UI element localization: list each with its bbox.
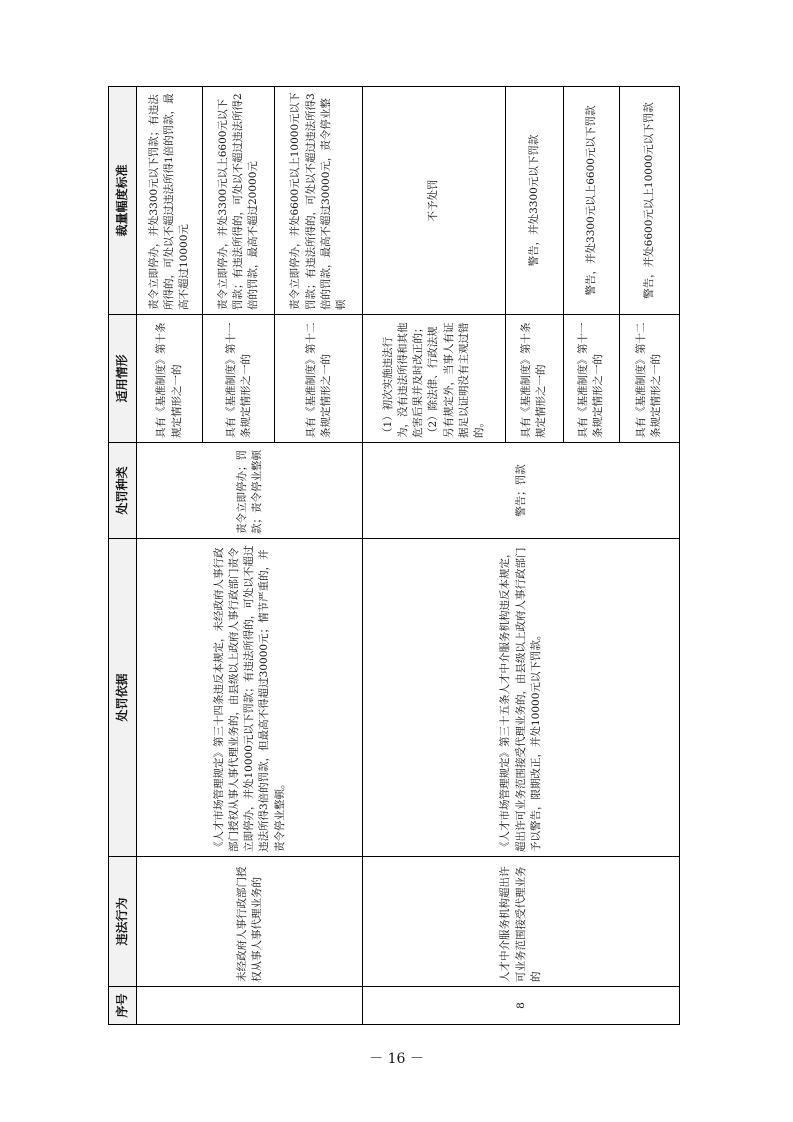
page-number: － 16 － (369, 1051, 424, 1067)
row1-basis: 《人才市场管理规定》第三十四条违反本规定，未经政府人事行政部门授权从事人事代理业务的，由县级以上政府人事行政部门责令立即停办，并处10000元以下罚款；有违法所得的，可处以不超过违法所得3倍的罚款，但最高不得超过30000元；情节严重的，并责令停业整顿。 (137, 539, 363, 857)
row2-basis: 《人才市场管理规定》第三十五条人才中介服务机构违反本规定，超出许可业务范围接受代理业务的，由县级以上政府人事行政部门予以警告，限期改正，并处10000元以下罚款。 (363, 539, 680, 857)
row1-seq (137, 987, 363, 1025)
row1-situation-1: 具有《基准制度》第十条规定情形之一的 (137, 315, 203, 443)
header-situation: 适用情形 (109, 315, 137, 443)
row2-standard-4: 警告，并处6600元以上10000元以下罚款 (619, 87, 679, 315)
header-seq: 序号 (109, 987, 137, 1025)
rotated-table-container (108, 87, 680, 1025)
row1-standard-1: 责令立即停办，并处3300元以下罚款；有违法所得的，可处以不超过违法所得1倍的罚款，最高不超过10000元 (137, 87, 203, 315)
header-row (109, 87, 137, 1025)
row2-seq: 8 (363, 987, 680, 1025)
header-act: 违法行为 (109, 857, 137, 987)
row2-situation-2: 具有《基准制度》第十条规定情形之一的 (505, 315, 563, 443)
table-row (137, 87, 203, 1025)
row1-standard-2: 责令立即停办，并处3300元以上6600元以下罚款；有违法所得的，可处以不超过违法所得2倍的罚款，最高不超过20000元 (203, 87, 275, 315)
header-standard: 裁量幅度标准 (109, 87, 137, 315)
row2-standard-1: 不予处罚 (363, 87, 505, 315)
row2-type: 警告；罚款 (363, 443, 680, 539)
table-row (363, 87, 505, 1025)
row1-situation-2: 具有《基准制度》第十一条规定情形之一的 (203, 315, 275, 443)
header-basis: 处罚依据 (109, 539, 137, 857)
row2-standard-3: 警告，并处3300元以上6600元以下罚款 (563, 87, 619, 315)
row2-situation-3: 具有《基准制度》第十一条规定情形之一的 (563, 315, 619, 443)
row1-act: 未经政府人事行政部门授权从事人事代理业务的 (137, 857, 363, 987)
row2-act: 人才中介服务机构超出许可业务范围接受代理业务的 (363, 857, 680, 987)
row1-situation-3: 具有《基准制度》第十二条规定情形之一的 (275, 315, 363, 443)
header-type: 处罚种类 (109, 443, 137, 539)
row1-standard-3: 责令立即停办，并处6600元以上10000元以下罚款；有违法所得的，可处以不超过违法所得3倍的罚款，最高不超过30000元，责令停业整顿 (275, 87, 363, 315)
penalty-table (108, 86, 680, 1025)
row1-type: 责令立即停办；罚款；责令停业整顿 (137, 443, 363, 539)
row2-standard-2: 警告，并处3300元以下罚款 (505, 87, 563, 315)
row2-situation-1: （1）初次实施违法行为，没有违法所得和其他危害后果并及时改正的；（2）除法律、行政法规另有规定外，当事人有证据足以证明没有主观过错的。 (363, 315, 505, 443)
row2-situation-4: 具有《基准制度》第十二条规定情形之一的 (619, 315, 679, 443)
